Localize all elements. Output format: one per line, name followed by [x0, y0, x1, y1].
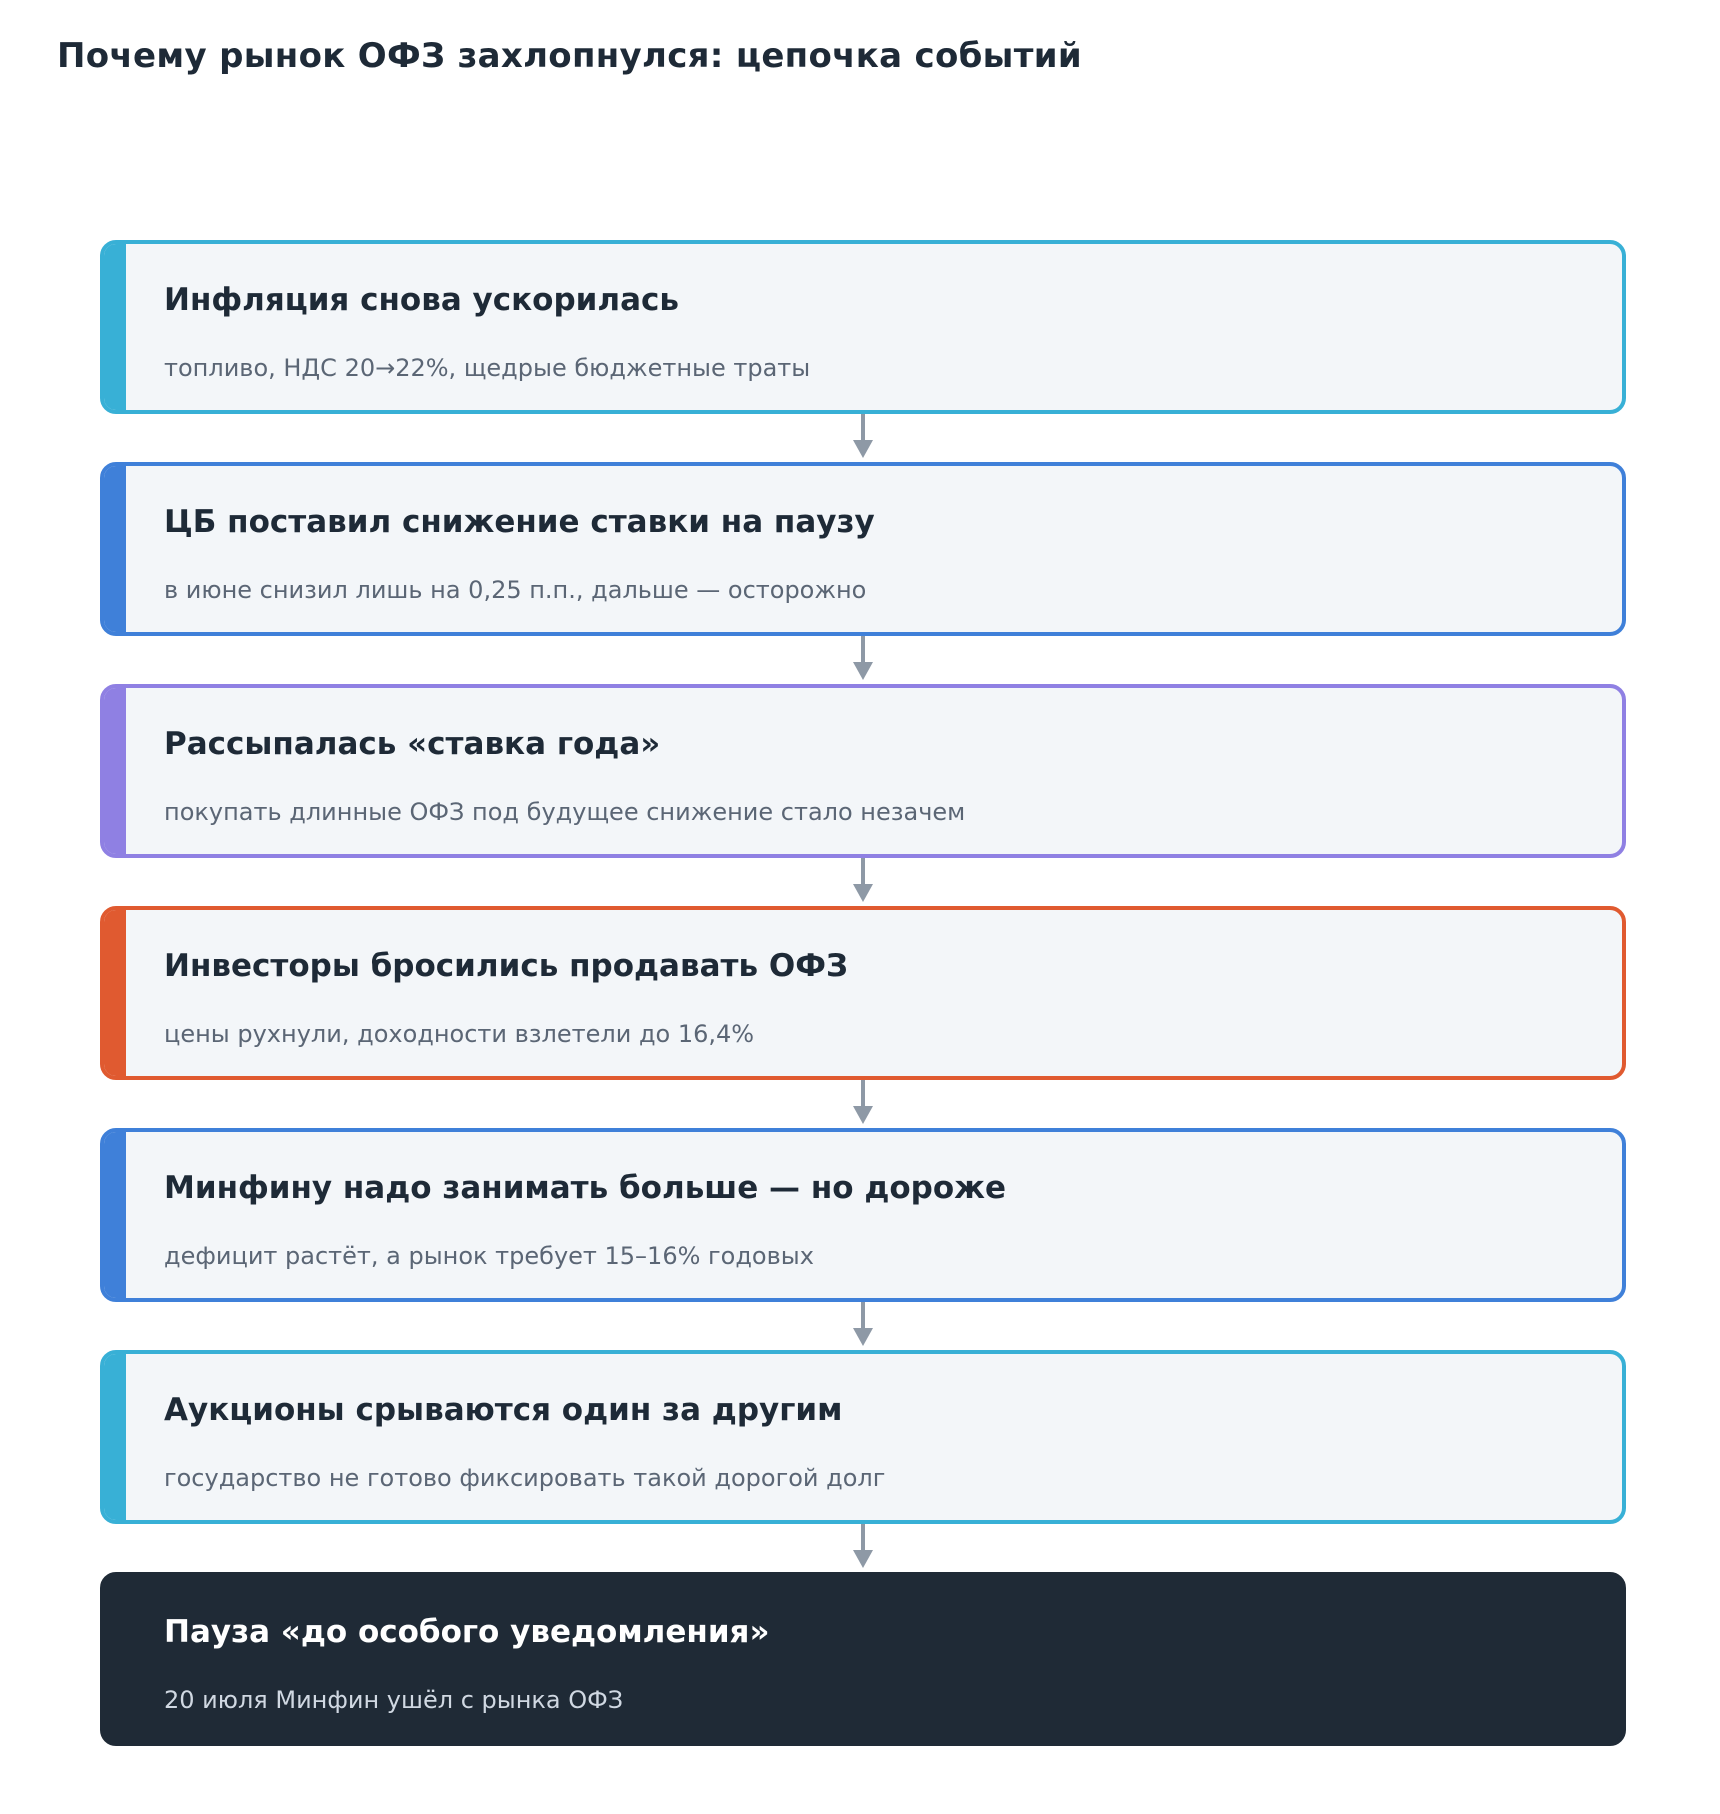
arrow-down-icon: [100, 858, 1626, 906]
step-accent-stripe: [104, 466, 126, 632]
step-subtitle: в июне снизил лишь на 0,25 п.п., дальше — осторожно: [164, 576, 867, 604]
step-title: Минфину надо занимать больше — но дороже: [164, 1170, 1007, 1206]
step-title: ЦБ поставил снижение ставки на паузу: [164, 504, 875, 540]
step-cb-pause: [100, 462, 1626, 636]
step-inflation: [100, 240, 1626, 414]
arrow-down-icon: [100, 1302, 1626, 1350]
step-accent-stripe: [104, 910, 126, 1076]
step-subtitle: 20 июля Минфин ушёл с рынка ОФЗ: [164, 1686, 624, 1714]
page-title: Почему рынок ОФЗ захлопнулся: цепочка событий: [57, 36, 1082, 76]
arrow-down-icon: [100, 1524, 1626, 1572]
step-subtitle: покупать длинные ОФЗ под будущее снижение стало незачем: [164, 798, 966, 826]
arrow-down-icon: [100, 414, 1626, 462]
step-subtitle: топливо, НДС 20→22%, щедрые бюджетные траты: [164, 354, 811, 382]
step-subtitle: дефицит растёт, а рынок требует 15–16% годовых: [164, 1242, 814, 1270]
step-subtitle: цены рухнули, доходности взлетели до 16,4%: [164, 1020, 755, 1048]
step-title: Пауза «до особого уведомления»: [164, 1614, 770, 1650]
step-minfin-borrowing: [100, 1128, 1626, 1302]
step-accent-stripe: [104, 244, 126, 410]
step-accent-stripe: [104, 688, 126, 854]
step-rate-bet-collapsed: [100, 684, 1626, 858]
step-subtitle: государство не готово фиксировать такой дорогой долг: [164, 1464, 886, 1492]
step-title: Аукционы срываются один за другим: [164, 1392, 843, 1428]
step-investors-selling: [100, 906, 1626, 1080]
event-chain: [100, 240, 1626, 1746]
step-accent-stripe: [104, 1354, 126, 1520]
step-title: Инвесторы бросились продавать ОФЗ: [164, 948, 848, 984]
arrow-down-icon: [100, 636, 1626, 684]
step-auctions-failing: [100, 1350, 1626, 1524]
step-accent-stripe: [104, 1132, 126, 1298]
step-final-pause: [100, 1572, 1626, 1746]
step-title: Рассыпалась «ставка года»: [164, 726, 661, 762]
arrow-down-icon: [100, 1080, 1626, 1128]
step-title: Инфляция снова ускорилась: [164, 282, 679, 318]
